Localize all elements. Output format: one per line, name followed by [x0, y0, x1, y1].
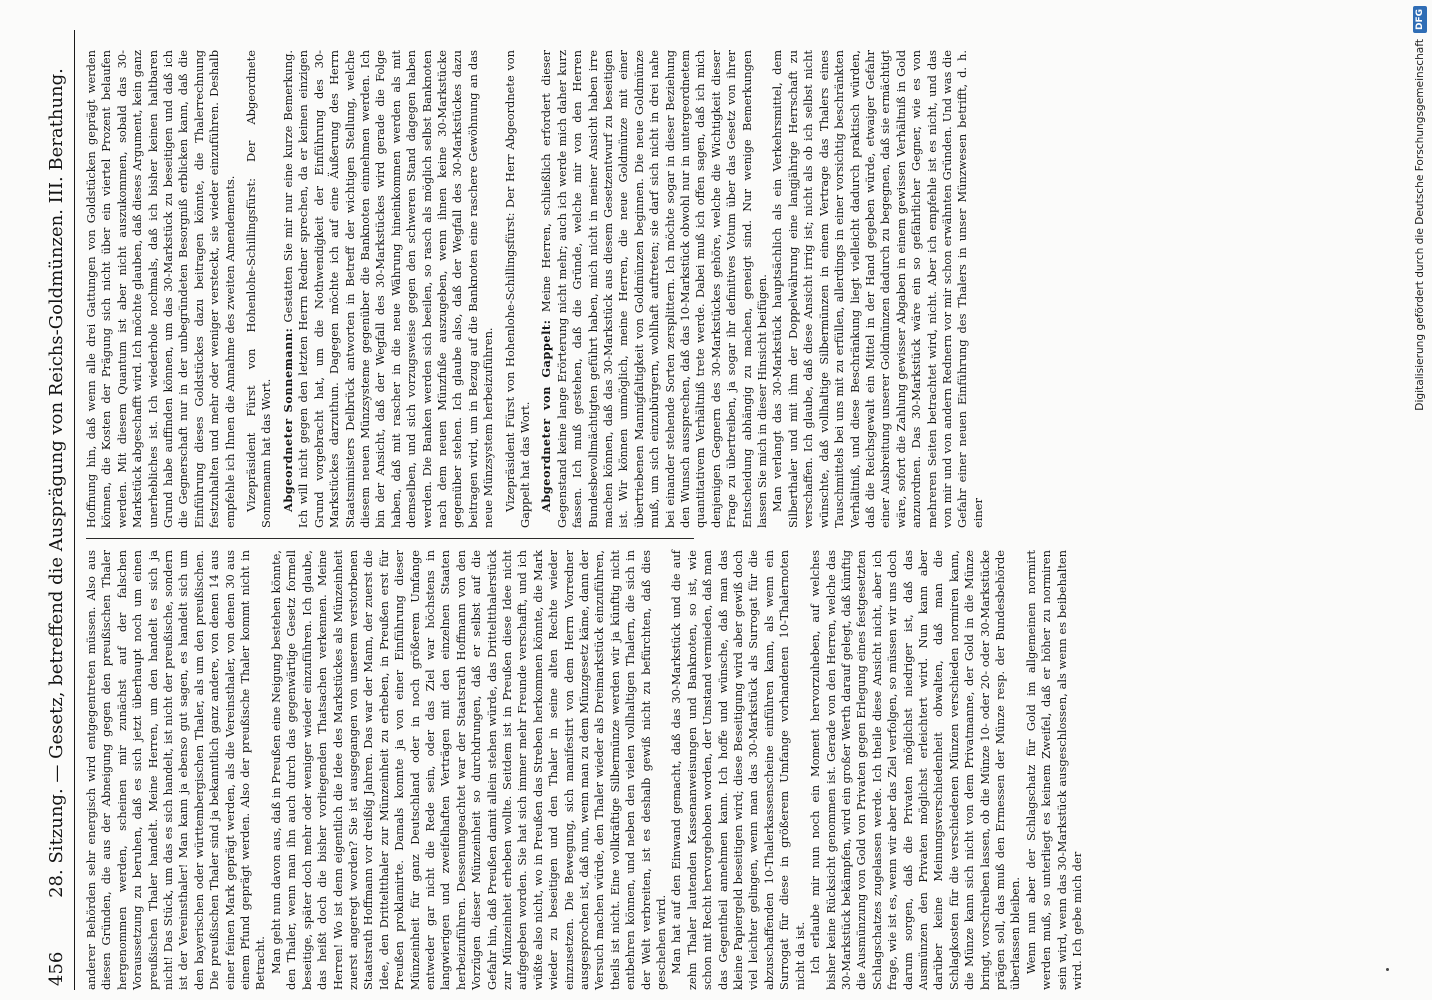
column-divider [86, 538, 694, 539]
speech-paragraph: Man verlangt das 30-Markstück hauptsächlich als ein Verkehrsmittel, dem Silberthaler und mit ihm der Doppelwährung eine langjährige Herrschaft zu verschaffen. Ich glaube, daß diese Ansicht irrig ist; nicht als ob ich selbst nicht wünschte, daß vollhaltige Silbermünzen in einem Vertrage das Thalers eines Tauschmittels bei uns mit zu erfüllen, allerdings in einer vorsichtig beschränkten Verhältniß, und diese Beschränkung liegt vielleicht dadurch praktisch würden, daß die Reichsgewalt ein Mittel in der Hand gegeben würde, etwaiger Gefahr einer Ausbreitung unserer Goldmünzen dadurch zu begegnen, daß sie ermächtigt wäre, sofort die Zahlung gewisser Abgaben in einem gewissen Verhältniß in Gold anzuordnen. Das 30-Markstück wäre ein so gefährlicher Gegner, wie es von mehreren Seiten betrachtet wird, nicht. Aber ich empfehle ist es nicht, und das von mir und von andern Rednern vor mir schon erwähnten Gründen. Und was die Gefahr einer neuen Einführung des Thalers in unser Münzwesen betrifft, d. h. einer [770, 50, 985, 528]
paragraph: Hoffnung hin, daß wenn alle drei Gattungen von Goldstücken geprägt werden können, die Kosten der Prägung sich nicht über ein viertel Prozent belaufen werden. Mit diesem Quantum ist aber nicht auszukommen, sobald das 30-Markstück abgeschafft wird. Ich möchte glauben, daß dieses Argument, kein ganz unerhebliches ist. Ich wiederhole nochmals, daß ich bisher keinen haltbaren Grund habe auffinden können, um das 30-Markstück zu beseitigen und daß ich die Gegnerschaft nur in der unbegründeten Besorgniß erblicken kann, daß die Einführung dieses Goldstückes dazu beitragen könnte, die Thalerrechnung festzuhalten und mehr oder weniger versteckt, sie wieder einzuführen. Deshalb empfehle ich Ihnen die Annahme des zweiten Amendements. [84, 50, 237, 528]
speech-paragraph [539, 50, 770, 528]
speaker-name: Abgeordneter von Gappelt: [539, 319, 554, 512]
running-title: 28. Sitzung. — Gesetz, betreffend die Ausprägung von Reichs-Goldmünzen. III. Berathung. [46, 68, 67, 898]
rotated-printed-page [40, 30, 1440, 990]
paragraph: anderer Behörden sehr energisch wird entgegentreten müssen. Also aus diesen Gründen, die aus der Abneigung gegen den preußischen Thaler hergenommen werden, scheinen mir zunächst auf der falschen Voraussetzung zu beruhen, daß es sich jetzt überhaupt noch um einen preußischen Thaler handelt. Meine Herren, um den handelt es sich ja nicht! Das Stück, um das es sich handelt, ist nicht der preußische, sondern ist der Vereinsthaler! Man kann ja ebenso gut sagen, es handelt sich um den bayerischen oder württembergischen Thaler, als um den preußischen. Die preußischen Thaler sind ja bekanntlich ganz andere, von denen 14 aus einer feinen Mark geprägt werden, als die Vereinsthaler, von denen 30 aus einem Pfund geprägt werden. Also der preußische Thaler kommt nicht in Betracht. [84, 550, 268, 990]
page-number: 456 [46, 951, 67, 986]
digitization-credit [1411, 6, 1429, 996]
paragraph: Man hat auf den Einwand gemacht, daß das 30-Markstück und die auf zehn Thaler lautenden Kassenanweisungen und Banknoten, so ist, wie schon mit Recht hervorgehoben worden, der Umstand vermieden, daß man das Gegentheil annehmen kann. Ich hoffe und wünsche, daß man das kleine Papiergeld beseitigen wird; diese Beseitigung wird aber gewiß doch viel leichter gelingen, wenn man das 30-Markstück als Surrogat für die abzuschaffenden 10-Thalerkassenscheine einführen kann, als wenn ein Surrogat für diese in größerem Umfange vorhandenen 10-Thalernoten nicht da ist. [669, 550, 807, 990]
left-column [84, 550, 1084, 990]
speech-text: Gestatten Sie mir nur eine kurze Bemerkung. Ich will nicht gegen den letzten Herrn Redner sprechen, da er keinen einzigen Grund vorgebracht hat, um die Nothwendigkeit der Einführung des 30-Markstückes darzuthun. Dagegen möchte ich auf eine Äußerung des Herrn Staatsministers Delbrück antworten in Betreff der wichtigen Stellung, welche diesem neuen Münzsysteme gegenüber die Banknoten einnehmen werden. Ich bin der Ansicht, daß der Wegfall des 30-Markstückes wird gerade die Folge haben, daß mit rascher in die neue Währung hineinkommen werden als mit demselben, und sich vorzugsweise gegen den schweren Stand dagegen haben werden. Die Banken werden sich beeilen, so rasch als möglich selbst Banknoten nach dem neuen Münzfuße auszugeben, wenn ihnen keine 30-Markstücke gegenüber stehen. Ich glaube also, daß der Wegfall des 30-Markstückes dazu beitragen wird, um in Bezug auf die Banknoten eine raschere Gewöhnung an das neue Münzsystem herbeizuführen. [280, 50, 496, 528]
paragraph: Ich erlaube mir nun noch ein Moment hervorzuheben, auf welches bisher keine Rücksicht genommen ist. Gerade von den Herren, welche das 30-Markstück bekämpfen, wird ein großer Werth darauf gelegt, daß künftig die Ausmünzung von Gold von Privaten gegen Erlegung eines festgesetzten Schlagschatzes zugelassen werde. Ich theile diese Ansicht nicht, aber ich frage, wie ist es, wenn wir aber das Ziel verfolgen, so müssen wir uns doch darum sorgen, daß die Privaten möglichst niedriger ist, daß das Ausmünzen den Privaten möglichst erleichtert wird. Nun kann aber darüber keine Meinungsverschiedenheit obwalten, daß man die Schlagkosten für die verschiedenen Münzen verschieden normiren kann, die Münze kann sich nicht von dem Privatmanne, der Gold in die Münze bringt, vorschreiben lassen, ob die Münze 10- oder 20- oder 30-Markstücke prägen soll, das muß den Ermessen der Münze resp. der Bundesbehörde überlassen bleiben. [808, 550, 1023, 990]
speaker-intro: Vizepräsident Fürst von Hohenlohe-Schillingsfürst: Der Herr Abgeordnete von Gappelt hat das Wort. [502, 50, 532, 528]
paragraph: Wenn nun aber der Schlagschatz für Gold im allgemeinen normirt werden muß, so unterliegt es keinem Zweifel, daß er höher zu normiren sein wird, wenn das 30-Markstück ausgeschlossen, als wenn es beibehalten wird. Ich gebe mich der [1023, 550, 1084, 990]
credit-text: Digitalisierung gefördert durch die Deutsche Forschungsgemeinschaft [1414, 39, 1426, 411]
speaker-intro: Vizepräsident Fürst von Hohenlohe-Schillingsfürst: Der Abgeordnete Sonnemann hat das Wort. [244, 50, 274, 528]
paragraph: Man geht nun davon aus, daß in Preußen eine Neigung bestehen könnte, den Thaler, wenn man ihn auch durch das gegenwärtige Gesetz formell beseitige, später doch mehr oder weniger wieder einzuführen. Ich glaube, das heißt doch die bisher vorliegenden Thatsachen verkennen. Meine Herren! Wo ist denn eigentlich die Idee des Markstückes als Münzeinheit zuerst angeregt worden? Sie ist ausgegangen von unserem verstorbenen Staatsrath Hoffmann vor dreißig Jahren. Das war der Mann, der zuerst die Idee, den Dritteltthaler zur Münzeinheit zu erheben, in Preußen erst für Preußen proklamirte. Damals konnte ja von einer Einführung dieser Münzeinheit für ganz Deutschland oder in noch größerem Umfange entweder gar nicht die Rede sein, oder das Ziel war höchstens in langwierigen und zweifelhaften Verträgen mit den einzelnen Staaten herbeizuführen. Dessenungeachtet war der Staatsrath Hoffmann von den Vorzügen dieser Münzeinheit so durchdrungen, daß er selbst auf die Gefahr hin, daß Preußen damit allein stehen würde, das Dritteltthalerstück zur Münzeinheit erheben wollte. Seitdem ist in Preußen diese Idee nicht aufgegeben worden. Sie hat sich immer mehr Freunde verschafft, und ich wüßte also nicht, wo in Preußen das Streben herkommen könnte, die Mark wieder zu beseitigen und den Thaler in seine alten Rechte wieder einzusetzen. Die Bewegung, sich manifestirt von dem Herrn Vorredner ausgesprochen ist, daß nun, wenn man zu dem Münzgesetz käme, dann der Versuch machen würde, den Thaler wieder als Dreimarkstück einzuführen, theils ist nicht. Eine vollkräftige Silbermünze werden wir ja künftig nicht entbehren können, und neben den vielen vollhaltigen Thalern, die sich in der Welt verbreiten, ist es deshalb gewiß nicht zu befürchten, daß dies geschehen wird. [268, 550, 669, 990]
speech-paragraph [281, 50, 497, 528]
scan-speck [1386, 968, 1389, 971]
dfg-logo: DFG [1413, 6, 1427, 33]
speaker-name: Abgeordneter Sonnemann: [280, 327, 295, 512]
speech-text: Meine Herren, schließlich erfordert dieser Gegenstand keine lange Erörterung nicht mehr; auch ich werde mich daher kurz fassen. Ich muß gestehen, daß die Gründe, welche mir von den Herren Bundesbevollmächtigten geführt haben, mich nicht in meiner Ansicht haben irre machen können, daß das 30-Markstück aus diesem Gesetzentwurf zu beseitigen ist. Wir können unmöglich, meine Herren, die neue Goldmünze mit einer übertriebenen Mannigfaltigkeit von Goldmünzen beginnen. Die neue Goldmünze muß, um sich einzubürgern, wohlhaft auftreten; sie darf sich nicht in drei nahe bei einander stehende Sorten zersplittern. Ich möchte sogar in dieser Beziehung den Wunsch aussprechen, daß das 10-Markstück obwohl nur in untergeordnetem quantitativem Verhältniß trete werde. Dabei muß ich offen sagen, daß ich mich denjenigen Gegnern des 30-Markstückes gehöre, welche die Wichtigkeit dieser Frage zu übertreiben, ja sogar ihr definitives Votum über das Gesetz von ihrer Entscheidung abhängig zu machen, geneigt sind. Nur wenige Bemerkungen lassen Sie mich in dieser Hinsicht beifügen. [539, 49, 770, 528]
running-header [40, 30, 75, 990]
right-column [84, 49, 985, 528]
